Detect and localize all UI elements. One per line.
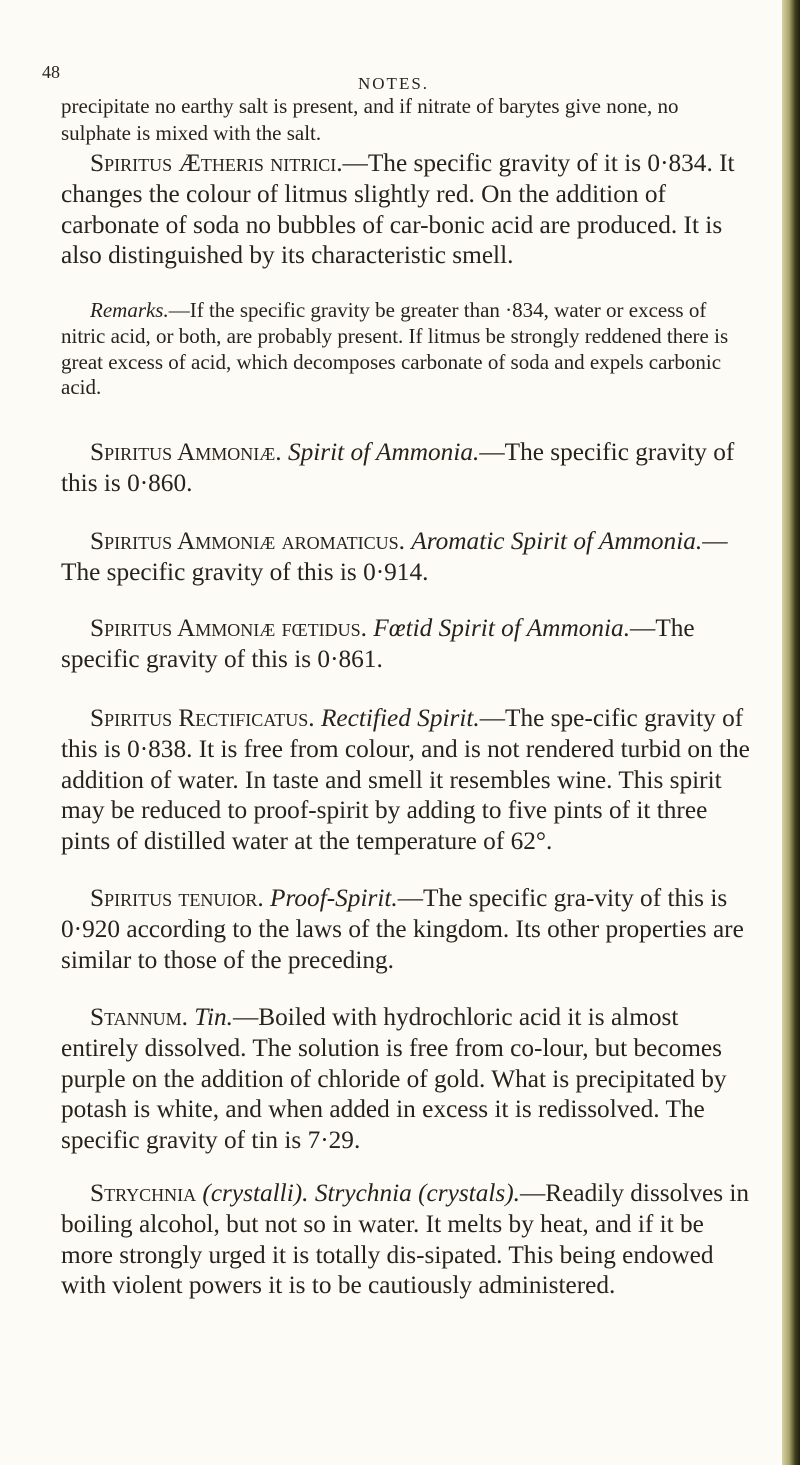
entry-term: Spiritus Ætheris nitrici. <box>90 149 343 177</box>
entry-text: —The spe-cific gravity of this is 0·838. It is free from colour, and is not rendered turbid on the addition of water. In taste and smell it resembles wine. This spirit may be reduced to proof-spirit by adding to five pints of it three pints of distilled water at the temperature of 62°. <box>61 704 750 856</box>
paragraph-text: precipitate no earthy salt is present, and if nitrate of barytes give none, no sulphate is mixed with the salt. <box>61 94 679 145</box>
entry-text: —The specific gravity of this is 0·861. <box>61 614 695 673</box>
entry-text: —The specific gra-vity of this is 0·920 according to the laws of the kingdom. Its other properties are similar to those of the preceding. <box>61 884 744 974</box>
entry-translation: Fœtid Spirit of Ammonia. <box>373 614 631 642</box>
entry-strychnia <box>61 1178 751 1301</box>
entry-translation-qualifier: (crystals). <box>418 1179 520 1207</box>
entry-term: Spiritus Ammoniæ. <box>90 438 282 466</box>
entry-term: Strychnia <box>90 1179 197 1207</box>
page-number: 48 <box>42 62 60 82</box>
entry-text: —The specific gravity of it is 0·834. It changes the colour of litmus slightly red. On the addition of carbonate of soda no bubbles of car-bonic acid are produced. It is also distinguished by its characteristic smell. <box>61 149 735 270</box>
entry-term: Spiritus Rectificatus. <box>90 704 315 732</box>
running-head: NOTES. <box>358 74 430 93</box>
entry-text: —Boiled with hydrochloric acid it is almost entirely dissolved. The solution is free from co-lour, but becomes purple on the addition of chloride of gold. What is precipitated by potash is white, and when added in excess it is redissolved. The specific gravity of tin is 7·29. <box>61 1003 727 1155</box>
entry-spiritus-tenuior <box>61 883 751 975</box>
entry-spiritus-aetheris-nitrici <box>61 148 751 271</box>
entry-text: —The specific gravity of this is 0·914. <box>61 527 728 586</box>
page-edge <box>782 0 800 1465</box>
entry-translation: Aromatic Spirit of Ammonia. <box>411 527 703 555</box>
entry-term-qualifier: (crystalli). <box>202 1179 309 1207</box>
entry-spiritus-rectificatus <box>61 703 751 857</box>
entry-translation: Strychnia <box>314 1179 412 1207</box>
entry-text: —Readily dissolves in boiling alcohol, but not so in water. It melts by heat, and if it be more strongly urged it is totally dis-sipated. This being endowed with violent powers it is to be cautiously administered. <box>61 1179 750 1300</box>
entry-term: Spiritus Ammoniæ aromaticus. <box>90 527 405 555</box>
entry-term: Spiritus Ammoniæ fœtidus. <box>90 614 367 642</box>
remarks-text: —If the specific gravity be greater than ·834, water or excess of nitric acid, or both, are probably present. If litmus be strongly reddened there is great excess of acid, which decomposes carbonate of soda and expels carbonic acid. <box>61 298 729 400</box>
entry-translation: Proof-Spirit. <box>270 884 398 912</box>
entry-stannum <box>61 1002 751 1156</box>
entry-spiritus-ammoniae-aromaticus <box>61 526 751 588</box>
paragraph-continuation <box>61 93 751 147</box>
entry-term: Spiritus tenuior. <box>90 884 264 912</box>
entry-term: Stannum. <box>90 1003 188 1031</box>
entry-translation: Tin. <box>194 1003 233 1031</box>
entry-translation: Spirit of Ammonia. <box>287 438 480 466</box>
entry-spiritus-ammoniae <box>61 437 751 499</box>
entry-spiritus-ammoniae-foetidus <box>61 613 751 675</box>
entry-translation: Rectified Spirit. <box>320 704 480 732</box>
remarks-lead: Remarks. <box>90 298 169 322</box>
remarks-paragraph <box>61 298 751 401</box>
entry-text: —The specific gravity of this is 0·860. <box>61 438 735 497</box>
